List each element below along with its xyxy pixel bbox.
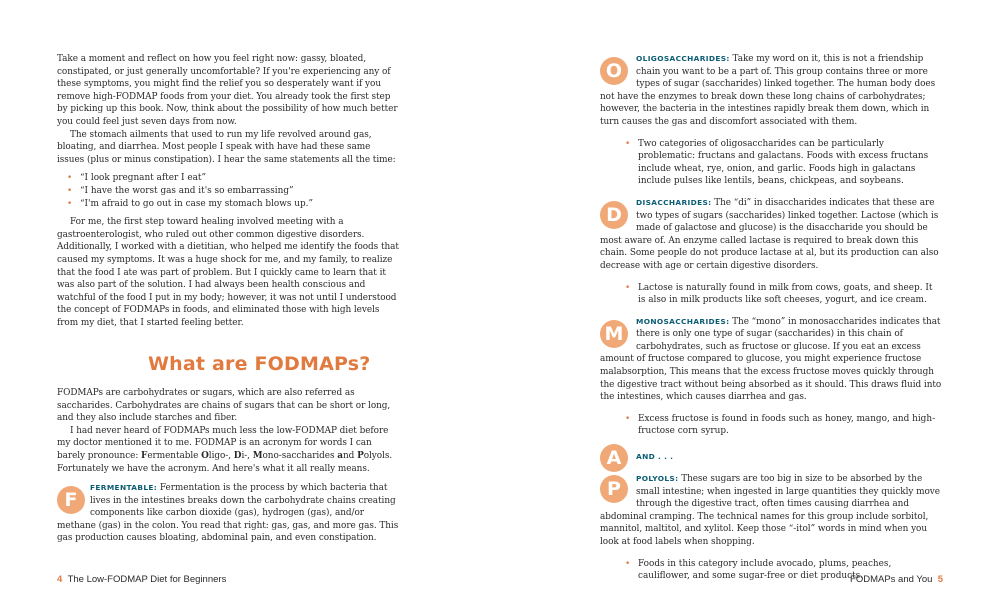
disaccharides-list bbox=[625, 282, 942, 307]
definition-paragraph-1: FODMAPs are carbohydrates or sugars, which are also referred as saccharides. Carbohydrates are chains of sugars that can be short or long, and they also include starches and fiber. bbox=[57, 388, 391, 424]
list-item: • Excess fructose is found in foods such as honey, mango, and high-fructose corn syrup. bbox=[625, 413, 936, 437]
oligosaccharides-list bbox=[625, 138, 942, 188]
intro-paragraph-3: For me, the first step toward healing involved meeting with a gastroenterologist, who ruled out other common digestive disorders. Additionally, I worked with a dietitian, who helped me identify the foods that caused my symptoms. It was a huge shock for me, and my family, to realize that the food I ate was part of problem. But I quickly came to learn that it was also part of the solution. I had always been health conscious and watchful of the food I put in my body; however, it was not until I understood the concept of FODMAPs in foods, and eliminated those with high levels from my diet, that I started feeling better. bbox=[57, 217, 399, 328]
list-item: • Two categories of oligosaccharides can be particularly problematic: fructans and galactans. Foods with excess fructans include wheat, rye, onion, and garlic. Foods high in galactans include pulses like lentils, beans, chickpeas, and soybeans. bbox=[625, 138, 929, 187]
oligosaccharides-text: OLIGOSACCHARIDES: Take my word on it, this is not a friendship chain you want to be a part of. This group contains three or more types of sugar (saccharides) linked together. The human body does not have the enzymes to break down these long chains of carbohydrates; however, the bacteria in the intestines rapidly break them down, which in turn causes the gas and discomfort associated with them. bbox=[600, 54, 936, 127]
disaccharides-entry bbox=[600, 197, 942, 273]
bullet-icon: • bbox=[67, 198, 73, 209]
list-item: • “I have the worst gas and it's so embarrassing” bbox=[67, 185, 294, 196]
intro-paragraph-1: Take a moment and reflect on how you feel right now: gassy, bloated, constipated, or just generally uncomfortable? If you're experiencing any of these symptoms, you might find the relief you so desperately want if you remove high-FODMAP foods from your diet. You already took the first step by picking up this book. Now, think about the possibility of how much better you could feel just seven days from now. bbox=[57, 54, 398, 127]
fermentable-text: FERMENTABLE: Fermentation is the process by which bacteria that lives in the intestines breaks down the carbohydrate chains creating components like carbon dioxide (gas), hydrogen (gas), and/or methane (gas) in the colon. You read that right: gas, gas, and more gas. This gas production causes bloating, abdominal pain, and even constipation. bbox=[57, 483, 399, 544]
list-item: • “I look pregnant after I eat” bbox=[67, 173, 206, 184]
oligosaccharides-entry bbox=[600, 53, 942, 129]
section-heading: What are FODMAPs? bbox=[148, 353, 371, 375]
letter-o-badge: O bbox=[600, 57, 628, 85]
intro-paragraph-2: The stomach ailments that used to run my life revolved around gas, bloating, and diarrhea. Most people I speak with have had these same issues (plus or minus constipation). I hear the same statements all the time: bbox=[57, 129, 396, 165]
list-item: • “I'm afraid to go out in case my stomach blows up.” bbox=[67, 198, 313, 209]
letter-p-badge: P bbox=[600, 475, 628, 503]
fermentable-term: FERMENTABLE: bbox=[90, 483, 158, 492]
and-entry bbox=[600, 443, 942, 473]
monosaccharides-term: MONOSACCHARIDES: bbox=[636, 316, 730, 326]
running-title: The Low-FODMAP Diet for Beginners bbox=[67, 574, 227, 585]
right-column bbox=[600, 53, 942, 583]
letter-f-badge: F bbox=[57, 486, 85, 514]
bullet-icon: • bbox=[625, 558, 631, 569]
monosaccharides-list bbox=[625, 413, 942, 438]
page-number: 5 bbox=[937, 574, 943, 585]
letter-m-badge: M bbox=[600, 320, 628, 348]
fermentable-entry bbox=[57, 482, 399, 545]
page-number: 4 bbox=[57, 574, 63, 585]
footer-right bbox=[850, 574, 943, 585]
and-term: AND . . . bbox=[636, 452, 674, 462]
polyols-entry bbox=[600, 473, 942, 549]
definition-block bbox=[57, 387, 399, 475]
bullet-icon: • bbox=[67, 185, 73, 196]
monosaccharides-text: MONOSACCHARIDES: The “mono” in monosaccharides indicates that there is only one type of sugar (saccharides) in this chain of carbohydrates, such as fructose or glucose. If you eat an excess amount of fructose compared to glucose, you might experience fructose malabsorption, This means that the excess fructose moves quickly through the digestive tract without being absorbed as it should. This draws fluid into the intestines, which causes diarrhea and gas. bbox=[600, 316, 942, 403]
footer-left bbox=[57, 574, 226, 585]
right-page bbox=[500, 0, 1000, 614]
bullet-icon: • bbox=[625, 282, 631, 293]
list-item: • Lactose is naturally found in milk from cows, goats, and sheep. It is also in milk products like soft cheeses, yogurt, and ice cream. bbox=[625, 282, 933, 306]
quotes-list bbox=[67, 172, 399, 210]
oligosaccharides-term: OLIGOSACCHARIDES: bbox=[636, 54, 730, 63]
disaccharides-text: DISACCHARIDES: The “di” in disaccharides indicates that these are two types of sugars (saccharides) linked together. Lactose (which is made of galactose and glucose) is the disaccharide you should be most aware of. An enzyme called lactase is required to break down this chain. Some people do not produce lactase at al, but its production can also decrease with age or certain digestive disorders. bbox=[600, 197, 939, 271]
bullet-icon: • bbox=[625, 413, 631, 424]
bullet-icon: • bbox=[625, 138, 631, 149]
polyols-term: POLYOLS: bbox=[636, 474, 679, 484]
letter-a-badge: A bbox=[600, 444, 628, 472]
running-title: FODMAPs and You bbox=[850, 574, 933, 585]
letter-d-badge: D bbox=[600, 201, 628, 229]
intro-block bbox=[57, 53, 399, 329]
polyols-text: POLYOLS: These sugars are too big in size to be absorbed by the small intestine; when ingested in large quantities they quickly move through the digestive tract, often times causing diarrhea and abdominal cramping. The technical names for this group include sorbitol, mannitol, maltitol, and xylitol. Keep those “-itol” words in mind when you look at food labels when shopping. bbox=[600, 474, 940, 547]
definition-paragraph-2: I had never heard of FODMAPs much less the low-FODMAP diet before my doctor mentioned it to me. FODMAP is an acronym for words I can barely pronounce: Fermentable Oligo-, Di-, Mono-saccharides and Polyols. Fortunately we have the acronym. And here's what it all really means. bbox=[57, 425, 393, 474]
monosaccharides-entry bbox=[600, 316, 942, 404]
bullet-icon: • bbox=[67, 173, 73, 184]
list-item: • Foods in this category include avocado, plums, peaches, cauliflower, and some sugar-free or diet products. bbox=[625, 558, 892, 582]
disaccharides-term: DISACCHARIDES: bbox=[636, 197, 712, 207]
